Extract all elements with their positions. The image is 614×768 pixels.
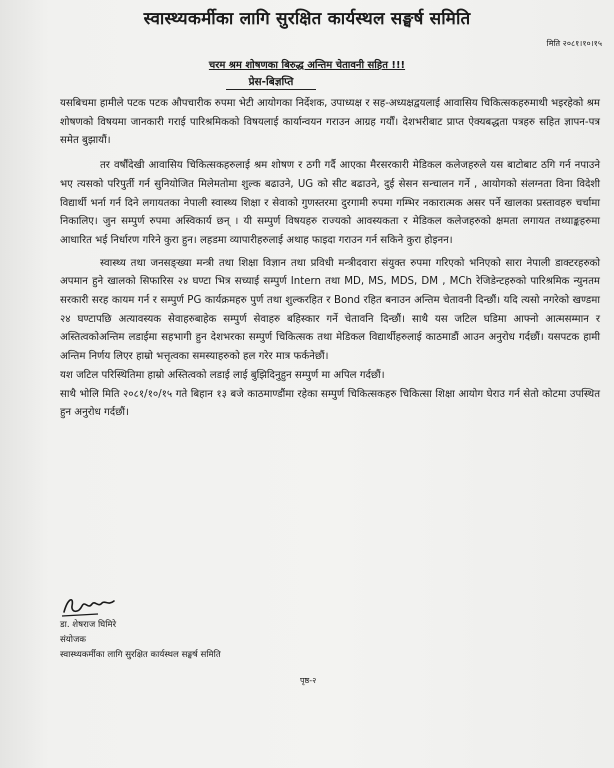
paragraph-4: यश जटिल परिस्थितिमा हाम्रो अस्तित्वको लडाई लाई बुझिदिनुहुन सम्पुर्ण मा अपिल गर्दछौं। — [60, 369, 385, 381]
document-date: मिति २०८१।१०।१५ — [546, 39, 602, 48]
document-subject — [0, 57, 614, 71]
signatory-name: डा. शेषराज घिमिरे — [60, 620, 117, 630]
subject-text: चरम श्रम शोषणका बिरुद्ध अन्तिम चेतावनी सहित !!! — [208, 60, 406, 71]
document-title: स्वास्थ्यकर्मीका लागि सुरक्षित कार्यस्थल सङ्घर्ष समिति — [143, 9, 471, 29]
paragraph-2: तर वर्षौंदेखी आवासिय चिकित्सकहरुलाई श्रम शोषण र ठगी गर्दै आएका मैरसरकारी मेडिकल कलेजहरुले यस बाटोबाट ठगि गर्न नपाउने भए त्यसको परिपुर्ती गर्न सुनियोजित मिलेमतोमा शुल्क बढाउने, UG को सीट बढाउने, दुई सेसन सन्चालन गर्ने , आयोगको संलग्नता विना विदेशी विद्यार्थी भर्ना गर्न दिने लगायतका नेपाली स्वास्थ्य शिक्षा र सेवाको गुणस्तरमा दुरगामी रुपमा गम्भिर नकारात्मक असर पर्ने खालका प्रस्तावहरु चर्चामा निकालिए। जुन सम्पुर्ण रुपमा अस्विकार्य छन् । यी सम्पुर्ण विषयहरु राज्यको आवस्यकता र मेडिकल कलेजहरुको क्षमता लगायत तथ्याङ्कहरुमा आधारित भई निर्धारण गरिने कुरा हुन। लहडमा व्यापारीहरुलाई अथाह फाइदा गराउन गर्न सकिने कुरा होइनन। — [60, 160, 600, 246]
signatory-organization: स्वास्थ्यकर्मीका लागि सुरक्षित कार्यस्थल सङ्घर्ष समिति — [60, 650, 221, 660]
signatory-role: संयोजक — [60, 635, 86, 645]
document-body — [60, 95, 600, 423]
paragraph-3: स्वास्थ्य तथा जनसङ्ख्या मन्त्री तथा शिक्षा विज्ञान तथा प्रविधी मन्त्रीदवारा संयुक्त रुपमा गरिएको भनिएको सारा नेपाली डाक्टरहरुको अपमान हुने खालको सिफारिस २४ घण्टा भित्र सच्याई सम्पुर्ण Intern तथा MD, MS, MDS, DM , MCh रेजिडेन्टहरुको पारिश्रमिक न्युनतम सरकारी सरह कायम गर्न र सम्पुर्ण PG कार्यक्रमहरु पुर्ण तथा शुल्करहित र Bond रहित बनाउन अन्तिम चेतावनी दिन्छौं। यदि त्यसो नगरेको खण्डमा २४ घण्टापछि अत्यावस्यक सेवाहरुबाहेक सम्पुर्ण सेवाहरु बहिस्कार गर्ने चेतावनि दिन्छौं। साथै यस जटिल घडिमा आफ्नो आत्मसम्मान र अस्तित्वकोअन्तिम लडाईमा सहभागी हुन देशभरका सम्पुर्ण चिकित्सक तथा मेडिकल विद्यार्थीहरुलाई काठमाडौं आउन अनुरोध गर्दछौं। यसपटक हामी अन्तिम निर्णय लिएर हाम्रो भत्तृत्वका समस्याहरुको हल गरेर मात्र फर्कनेछौं। — [60, 257, 600, 363]
paragraph-5: साथै भोलि मिति २०८१/१०/१५ गते बिहान १३ बजे काठमाण्डौंमा रहेका सम्पुर्ण चिकित्सकहरु चिकित्सा शिक्षा आयोग घेराउ गर्न सेतो कोटमा उपस्थित हुन अनुरोध गर्दछौं। — [60, 388, 600, 419]
signature-block — [60, 592, 360, 665]
page-number: पृष्ठ-२ — [300, 676, 317, 685]
paragraph-1: यसबिचमा हामीले पटक पटक औपचारीक रुपमा भेटी आयोगका निर्देशक, उपाध्यक्ष र सह-अध्यक्षद्वयलाई आवासिय चिकित्सकहरुमाथी भइरहेको श्रम शोषणको विषयमा जानकारी गराई पारिश्रमिकको विषयलाई कार्यान्वयन गराउन आग्रह गर्यौं। देशभरीबाट प्राप्त ऐक्यबद्धता पत्रहरु सहित ज्ञापन-पत्र समेत बुझायौं। — [60, 98, 600, 147]
press-release-heading: प्रेस-बिज्ञप्ति — [226, 75, 316, 90]
